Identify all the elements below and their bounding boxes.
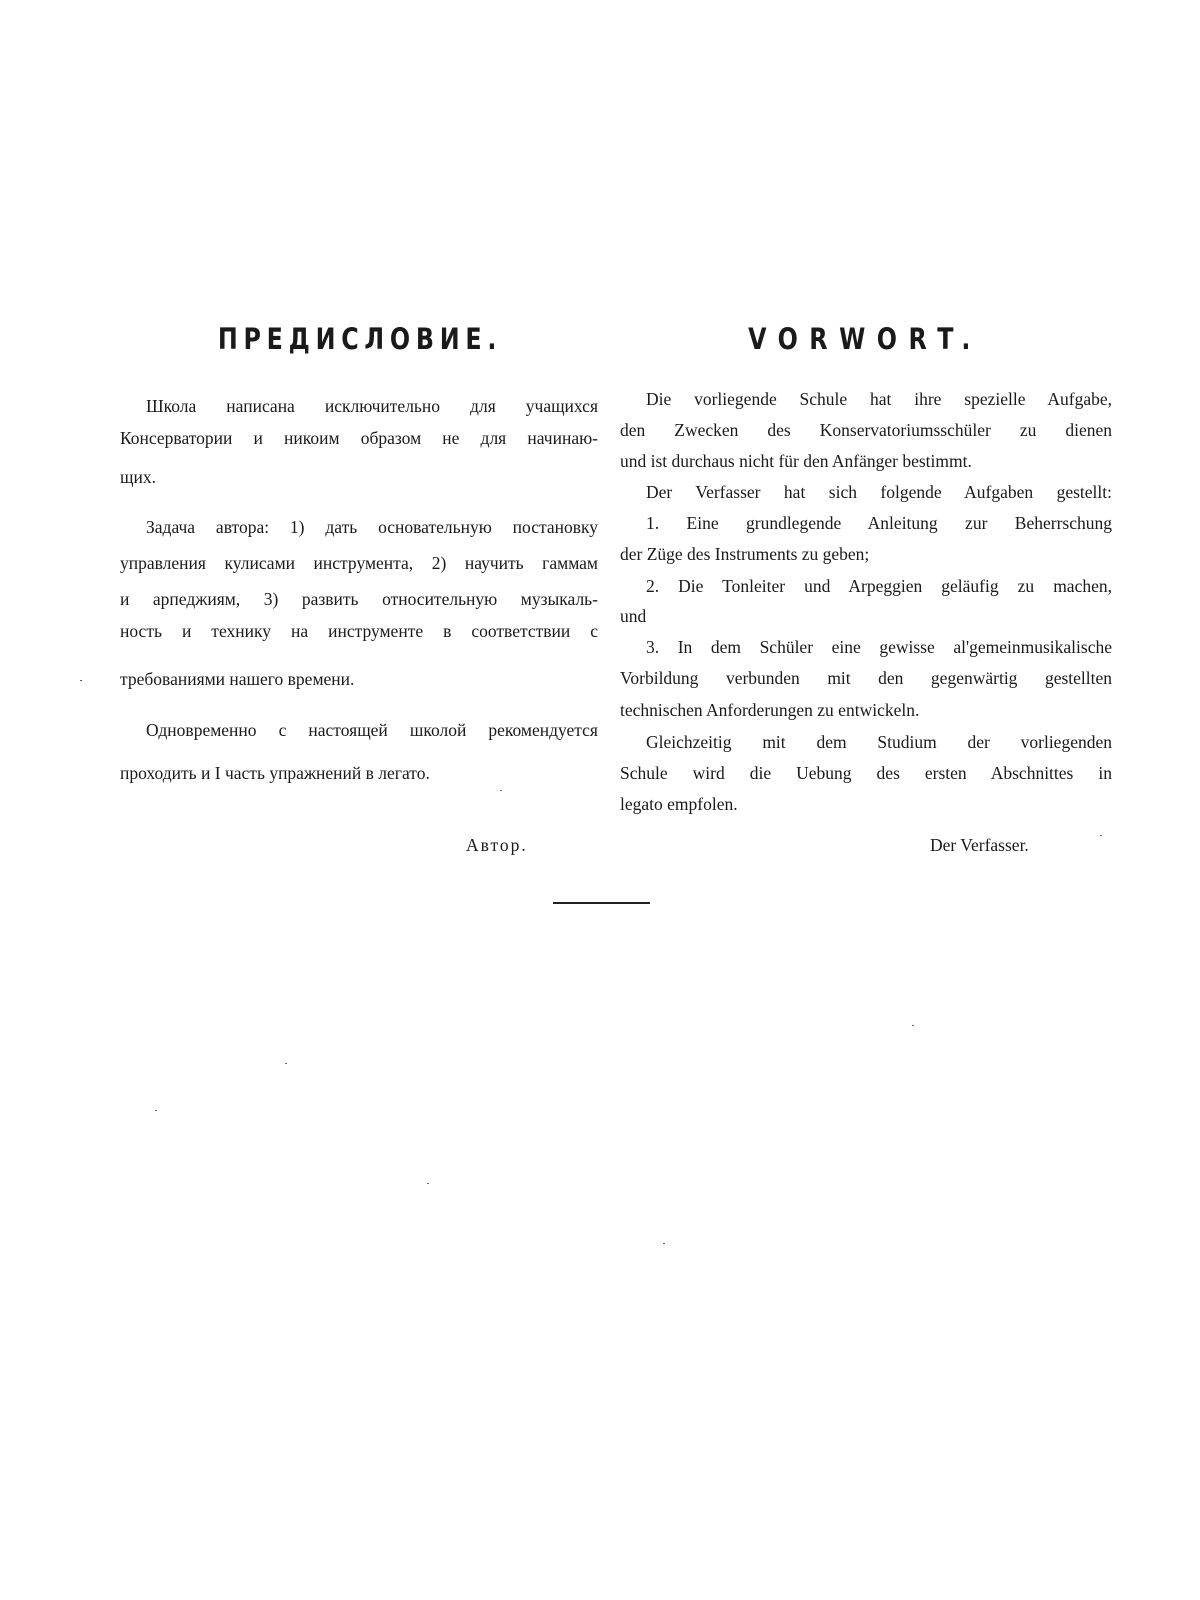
closing-rule (553, 902, 650, 904)
signature-german: Der Verfasser. (930, 835, 1029, 855)
text-line: 2. Die Tonleiter und Arpeggien geläufig zu machen, (646, 576, 1112, 596)
signature-russian: Автор. (466, 835, 528, 855)
text-line: проходить и I часть упражнений в легато. (120, 763, 430, 783)
scan-speck (285, 1063, 287, 1064)
scan-speck (80, 680, 82, 681)
text-line: der Züge des Instruments zu geben; (620, 544, 870, 564)
text-line: Vorbildung verbunden mit den gegenwärtig gestellten (620, 668, 1112, 688)
text-line: и арпеджиям, 3) развить относительную музыкаль- (120, 589, 598, 609)
text-line: Der Verfasser hat sich folgende Aufgaben gestellt: (646, 482, 1112, 502)
text-line: щих. (120, 467, 156, 487)
text-line: technischen Anforderungen zu entwickeln. (620, 700, 920, 720)
text-line: Die vorliegende Schule hat ihre spezielle Aufgabe, (646, 389, 1112, 409)
text-line: Одновременно с настоящей школой рекомендуется (146, 720, 598, 740)
preface-title-german: VORWORT. (748, 322, 982, 356)
scan-speck (912, 1025, 914, 1026)
preface-title-russian: ПРЕДИСЛОВИЕ. (217, 322, 503, 356)
text-line: управления кулисами инструмента, 2) научить гаммам (120, 553, 598, 573)
text-line: den Zwecken des Konservatoriumsschüler zu dienen (620, 420, 1112, 440)
text-line: Задача автора: 1) дать основательную постановку (146, 517, 598, 537)
scan-speck (663, 1243, 665, 1244)
scan-speck (155, 1110, 157, 1111)
text-line: требованиями нашего времени. (120, 669, 355, 689)
text-line: Школа написана исключительно для учащихся (146, 396, 598, 416)
scan-speck (500, 790, 502, 791)
text-line: Schule wird die Uebung des ersten Abschnittes in (620, 763, 1112, 783)
text-line: 3. In dem Schüler eine gewisse al'gemeinmusikalische (646, 637, 1112, 657)
text-line: ность и технику на инструменте в соответствии с (120, 621, 598, 641)
text-line: Консерватории и никоим образом не для начинаю- (120, 428, 598, 448)
text-line: legato empfolen. (620, 794, 738, 814)
text-line: und (620, 606, 647, 626)
text-line: 1. Eine grundlegende Anleitung zur Beherrschung (646, 513, 1112, 533)
scan-speck (1100, 835, 1102, 836)
scan-speck (427, 1183, 429, 1184)
text-line: Gleichzeitig mit dem Studium der vorliegenden (646, 732, 1112, 752)
text-line: und ist durchaus nicht für den Anfänger bestimmt. (620, 451, 972, 471)
